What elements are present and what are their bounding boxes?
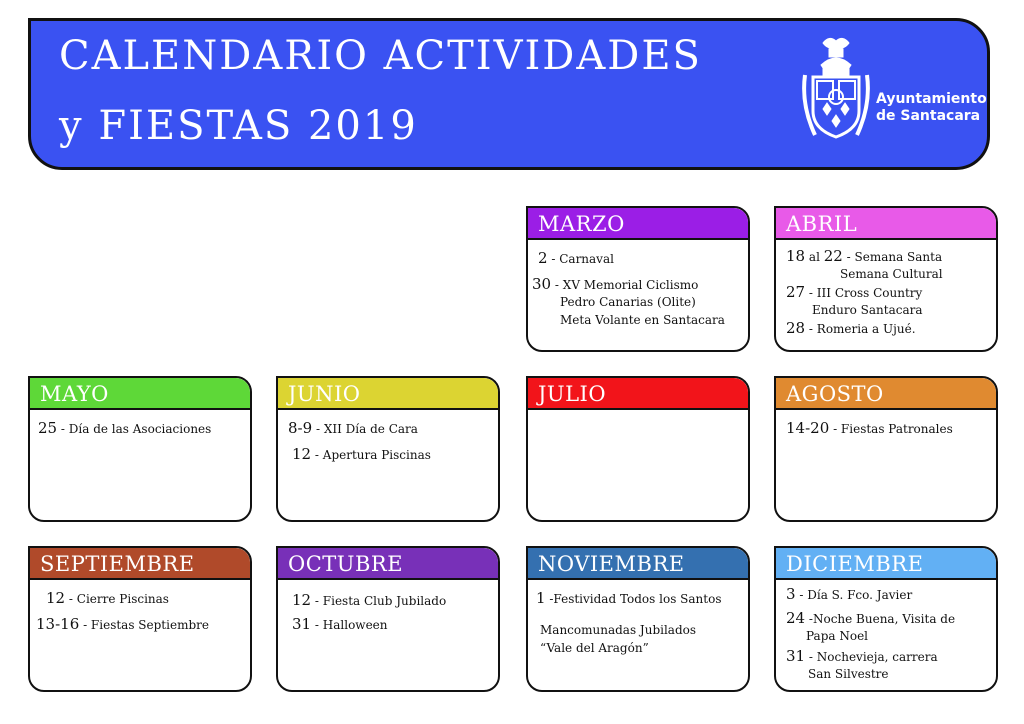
month-header-julio: JULIO bbox=[528, 378, 748, 410]
event-line: 24 -Noche Buena, Visita de bbox=[786, 609, 956, 627]
event-line: 14-20 - Fiestas Patronales bbox=[786, 419, 953, 437]
event-line: 28 - Romeria a Ujué. bbox=[786, 319, 916, 337]
event-line: San Silvestre bbox=[808, 667, 889, 681]
header-banner bbox=[28, 18, 990, 170]
month-card-octubre bbox=[276, 546, 500, 692]
page-title-line1: CALENDARIO ACTIVIDADES bbox=[59, 33, 702, 79]
month-card-junio bbox=[276, 376, 500, 522]
event-line: 31 - Nochevieja, carrera bbox=[786, 647, 938, 665]
event-line: 3 - Día S. Fco. Javier bbox=[786, 585, 913, 603]
month-card-marzo bbox=[526, 206, 750, 352]
month-card-diciembre bbox=[774, 546, 998, 692]
month-header-abril: ABRIL bbox=[776, 208, 996, 240]
month-card-abril bbox=[774, 206, 998, 352]
town-line1: Ayuntamiento bbox=[876, 91, 987, 107]
town-line2: de Santacara bbox=[876, 108, 981, 124]
event-line: 25 - Día de las Asociaciones bbox=[38, 419, 212, 437]
month-card-septiembre bbox=[28, 546, 252, 692]
month-card-mayo bbox=[28, 376, 252, 522]
month-header-diciembre: DICIEMBRE bbox=[776, 548, 996, 580]
month-card-julio bbox=[526, 376, 750, 522]
event-line: 30 - XV Memorial Ciclismo bbox=[532, 275, 699, 293]
event-line: Meta Volante en Santacara bbox=[560, 313, 725, 327]
event-line: 12 - Cierre Piscinas bbox=[46, 589, 169, 607]
coat-of-arms-icon bbox=[801, 35, 871, 147]
event-line: 2 - Carnaval bbox=[538, 249, 614, 267]
month-header-junio: JUNIO bbox=[278, 378, 498, 410]
month-card-agosto bbox=[774, 376, 998, 522]
month-header-marzo: MARZO bbox=[528, 208, 748, 240]
event-line: Semana Cultural bbox=[840, 267, 943, 281]
event-line: Papa Noel bbox=[806, 629, 869, 643]
month-header-mayo: MAYO bbox=[30, 378, 250, 410]
event-line: 27 - III Cross Country bbox=[786, 283, 923, 301]
month-header-octubre: OCTUBRE bbox=[278, 548, 498, 580]
event-line: 12 - Apertura Piscinas bbox=[292, 445, 431, 463]
event-line: 13-16 - Fiestas Septiembre bbox=[36, 615, 209, 633]
month-card-noviembre bbox=[526, 546, 750, 692]
event-line: 12 - Fiesta Club Jubilado bbox=[292, 591, 447, 609]
month-header-septiembre: SEPTIEMBRE bbox=[30, 548, 250, 580]
page-title-line2: y FIESTAS 2019 bbox=[59, 103, 418, 149]
event-line: Mancomunadas Jubilados bbox=[540, 623, 697, 637]
event-line: “Vale del Aragón” bbox=[540, 641, 649, 655]
event-line: 8-9 - XII Día de Cara bbox=[288, 419, 418, 437]
month-header-noviembre: NOVIEMBRE bbox=[528, 548, 748, 580]
event-line: 1 -Festividad Todos los Santos bbox=[536, 589, 722, 607]
town-name bbox=[876, 91, 987, 125]
event-line: Pedro Canarias (Olite) bbox=[560, 295, 696, 309]
event-line: Enduro Santacara bbox=[812, 303, 923, 317]
month-header-agosto: AGOSTO bbox=[776, 378, 996, 410]
event-line: 31 - Halloween bbox=[292, 615, 388, 633]
event-line: 18 al 22 - Semana Santa bbox=[786, 247, 943, 265]
